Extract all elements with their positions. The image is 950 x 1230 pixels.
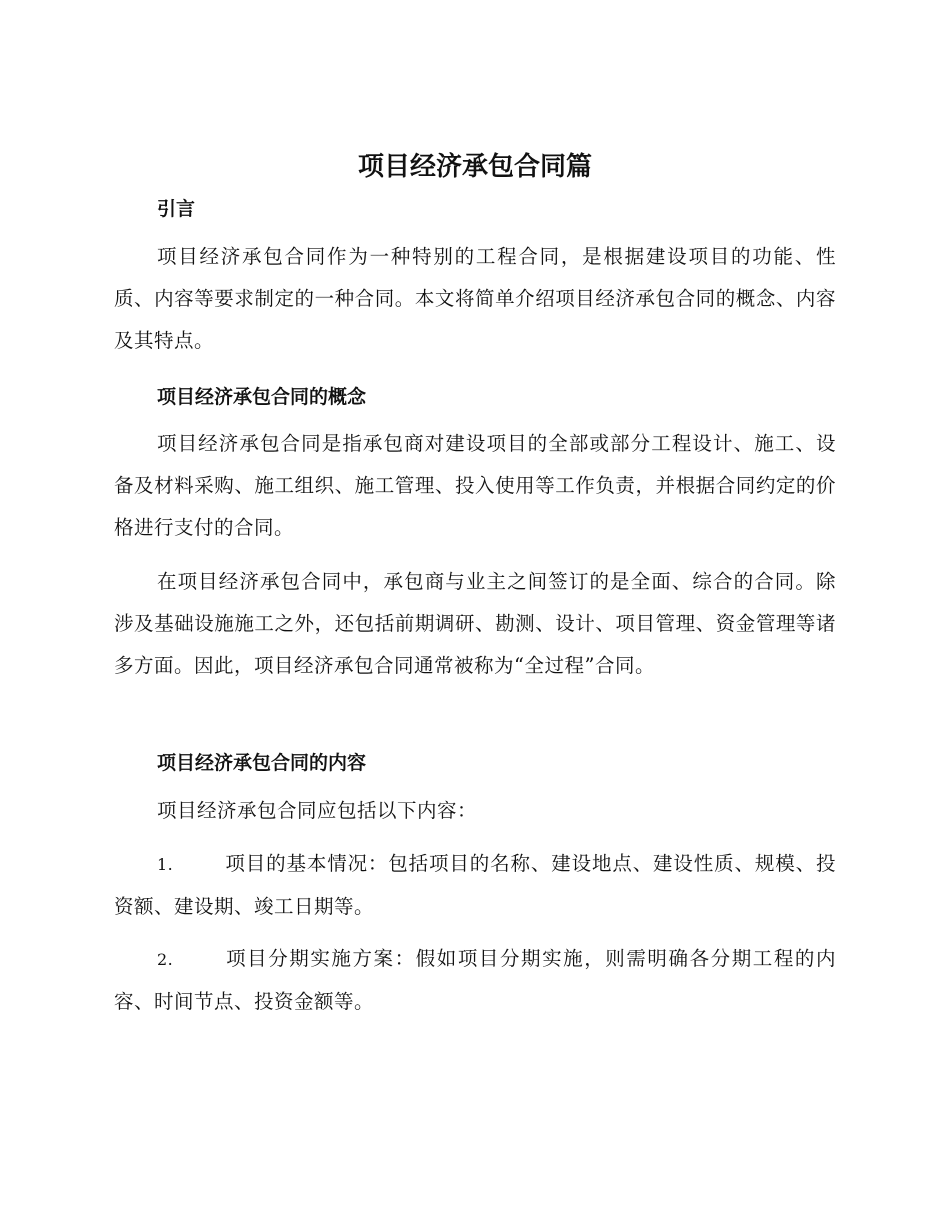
- section-heading-content: 项目经济承包合同的内容: [157, 752, 367, 774]
- list-item-2: [114, 938, 836, 1023]
- list-item-1-text: 项目的基本情况：包括项目的名称、建设地点、建设性质、规模、投资额、建设期、竣工日期等。: [114, 852, 836, 918]
- document-title: 项目经济承包合同篇: [357, 152, 592, 182]
- concept-paragraph-1: 项目经济承包合同是指承包商对建设项目的全部或部分工程设计、施工、设备及材料采购、施工组织、施工管理、投入使用等工作负责，并根据合同约定的价格进行支付的合同。: [114, 432, 836, 539]
- section-heading-concept: 项目经济承包合同的概念: [157, 386, 367, 408]
- list-item-1: [114, 843, 836, 928]
- intro-paragraph: 项目经济承包合同作为一种特别的工程合同，是根据建设项目的功能、性质、内容等要求制定的一种合同。本文将简单介绍项目经济承包合同的概念、内容及其特点。: [114, 245, 836, 352]
- content-intro-paragraph: 项目经济承包合同应包括以下内容：: [157, 799, 478, 822]
- section-heading-introduction: 引言: [157, 198, 196, 220]
- list-item-1-number: 1.: [157, 855, 174, 874]
- list-item-2-text: 项目分期实施方案：假如项目分期实施，则需明确各分期工程的内容、时间节点、投资金额等。: [114, 947, 836, 1013]
- list-item-2-number: 2.: [157, 950, 174, 969]
- concept-paragraph-2: 在项目经济承包合同中，承包商与业主之间签订的是全面、综合的合同。除涉及基础设施施工之外，还包括前期调研、勘测、设计、项目管理、资金管理等诸多方面。因此，项目经济承包合同通常被称为“全过程”合同。: [114, 570, 836, 677]
